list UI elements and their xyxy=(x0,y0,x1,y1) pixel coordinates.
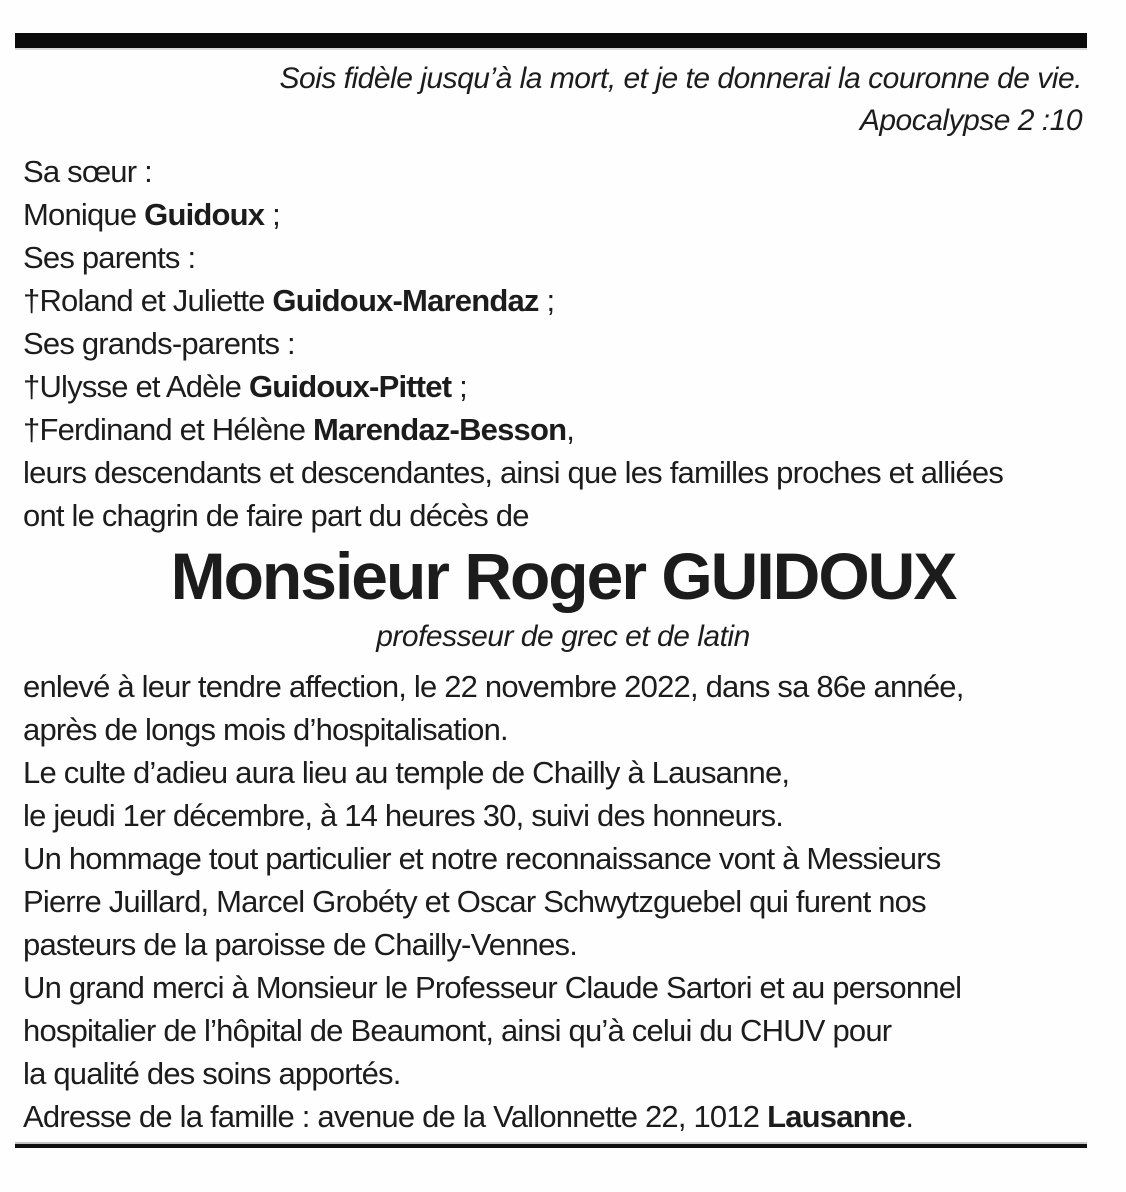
text-line xyxy=(23,322,1096,365)
top-rule xyxy=(15,33,1087,50)
text-line xyxy=(23,751,1096,794)
text-segment: ; xyxy=(538,283,555,318)
text-segment: Un grand merci à Monsieur le Professeur Claude Sartori et au personnel xyxy=(23,970,962,1005)
text-line xyxy=(23,1095,1096,1138)
text-line xyxy=(23,837,1096,880)
text-line xyxy=(23,665,1096,708)
text-segment: Adresse de la famille : avenue de la Vallonnette 22, 1012 xyxy=(23,1099,768,1134)
text-segment: la qualité des soins apportés. xyxy=(23,1056,401,1091)
text-segment: après de longs mois d’hospitalisation. xyxy=(23,712,508,747)
text-segment: †Roland et Juliette xyxy=(23,283,273,318)
bold-name-segment: Guidoux-Pittet xyxy=(248,369,452,404)
text-segment: Pierre Juillard, Marcel Grobéty et Oscar Schwytzguebel qui furent nos xyxy=(23,884,926,919)
text-line xyxy=(23,408,1096,451)
family-section xyxy=(23,150,1096,537)
text-line xyxy=(23,279,1096,322)
text-line xyxy=(23,1052,1096,1095)
text-line xyxy=(23,451,1096,494)
text-segment: enlevé à leur tendre affection, le 22 novembre 2022, dans sa 86e année, xyxy=(23,669,964,704)
bold-name-segment: Guidoux xyxy=(144,197,265,232)
bold-name-segment: Lausanne xyxy=(767,1099,906,1134)
text-line xyxy=(23,236,1096,279)
text-line xyxy=(23,794,1096,837)
text-segment: le jeudi 1er décembre, à 14 heures 30, suivi des honneurs. xyxy=(23,798,784,833)
text-segment: †Ferdinand et Hélène xyxy=(23,412,313,447)
text-line xyxy=(23,193,1096,236)
text-segment: . xyxy=(905,1099,914,1134)
notice-body xyxy=(23,665,1096,1138)
bold-name-segment: Guidoux-Marendaz xyxy=(272,283,539,318)
text-segment: Le culte d’adieu aura lieu au temple de Chailly à Lausanne, xyxy=(23,755,790,790)
text-segment: pasteurs de la paroisse de Chailly-Vennes. xyxy=(23,927,578,962)
text-line xyxy=(23,708,1096,751)
text-segment: ; xyxy=(451,369,467,404)
scripture-quote: Sois fidèle jusqu’à la mort, et je te donnerai la couronne de vie. xyxy=(279,62,1082,95)
text-line xyxy=(23,923,1096,966)
text-line xyxy=(23,365,1096,408)
scripture-source: Apocalypse 2 :10 xyxy=(859,104,1082,137)
bold-name-segment: Marendaz-Besson xyxy=(312,412,567,447)
text-segment: †Ulysse et Adèle xyxy=(23,369,249,404)
deceased-name-title: Monsieur Roger GUIDOUX xyxy=(170,539,956,613)
deceased-profession-subtitle: professeur de grec et de latin xyxy=(376,620,750,653)
epigraph xyxy=(0,58,1082,142)
text-line xyxy=(23,494,1096,537)
text-segment: leurs descendants et descendantes, ainsi que les familles proches et alliées xyxy=(23,455,1004,490)
text-line xyxy=(23,880,1096,923)
text-line xyxy=(23,150,1096,193)
text-line xyxy=(23,1009,1096,1052)
text-segment: Monique xyxy=(23,197,145,232)
text-segment: Un hommage tout particulier et notre reconnaissance vont à Messieurs xyxy=(23,841,941,876)
text-segment: ont le chagrin de faire part du décès de xyxy=(23,498,529,533)
text-segment: hospitalier de l’hôpital de Beaumont, ainsi qu’à celui du CHUV pour xyxy=(23,1013,892,1048)
text-segment: Ses grands-parents : xyxy=(23,326,295,361)
text-line xyxy=(23,966,1096,1009)
bottom-rule xyxy=(15,1142,1087,1148)
text-segment: Sa sœur : xyxy=(23,154,152,189)
text-segment: , xyxy=(566,412,575,447)
text-segment: Ses parents : xyxy=(23,240,196,275)
text-segment: ; xyxy=(264,197,280,232)
